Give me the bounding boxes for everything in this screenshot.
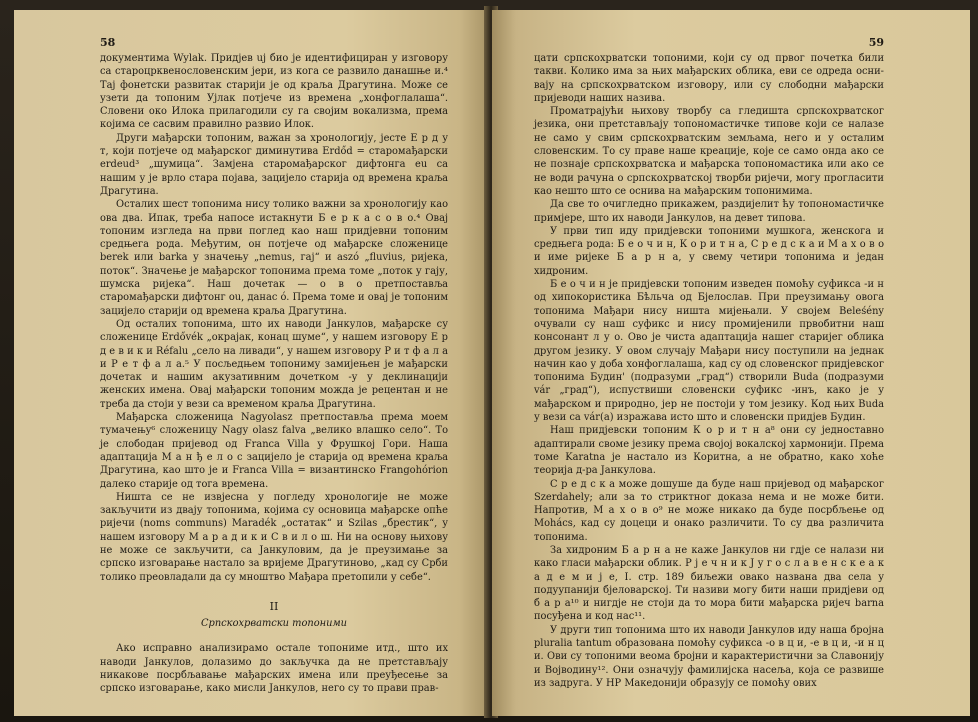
- paragraph: У први тип иду придјевски топоними мушкога, женскога и средњега рода: Б е о ч и н, К о р и т н а, С р е д с к а и М а х о в о и име ријеке Б а р н а, у свему четири топонима и један хидроним.: [534, 225, 884, 277]
- paragraph: У други тип топонима што их наводи Јанкулов иду наша бројна pluralia tantum образована помоћу суфикса -о в ц и, -е в ц и, -и н ц и. Ови су топоними веома бројни и карактеристични за Славонију и Војводину¹². Они означују фамилијска насеља, која се развише из задруга. У НР Македонији образују се помоћу ових: [534, 624, 884, 689]
- page-number-right: 59: [868, 36, 884, 49]
- paragraph: Од осталих топонима, што их наводи Јанкулов, мађарске су сложенице Erdővék „окрајак, конац шуме“, у нашем изговору Е р д е в и к и Réfalu „село на ливади“, у нашем изговору Р и т ф а л а и Р е т ф а л а.⁵ У посљедњем топониму замијењен је мађарски дочетак и нашим акузативним дочетком -у у деклинацији женских имена. Овај мађарски топоним можда је рецентан и не треба да стоји у вези са временом краља Драгутина.: [100, 318, 448, 410]
- section-number: II: [269, 599, 279, 613]
- paragraph: С р е д с к а може дошуше да буде наш пријевод од мађарског Szerdahely; али за то стриктног доказа нема и не може бити. Напротив, М а х о в о⁹ не може никако да буде посрбљење од Mohács, кад су доцеци и онако различити. То су два различита топонима.: [534, 478, 884, 543]
- paragraph: документима Wylak. Придјев uj био је идентифициран у изговору са староцрквенословенским јери, из кога се развило данашње и.⁴ Тај фонетски развитак старији је од краља Драгутина. Може се узети да топоним Ујлак потјече из времена „хонфоглалаша“. Словени око Илока прилагодили су га својим вокализма, према којима се сасвим правилно развио Илок.: [100, 53, 448, 131]
- paragraph: цати српскохрватски топоними, који су од првог почетка били такви. Колико има за њих мађарских облика, еви се одреда оснивају на српскохрватском изговору, или су слободни мађарски пријеводи наших назива.: [534, 53, 884, 104]
- paragraph: Други мађарски топоним, важан за хронологију, јесте Е р д у т, који потјече од мађарског диминутива Erdőd = старомађарски erdeud³ „шумица“. Замјена старомађарског дифтонга eu са нашим у је врло стара појава, зацијело старија од времена краља Драгутина.: [100, 132, 449, 197]
- paragraph: Да све то очигледно прикажем, раздијелит ћу топономастичке примјере, што их наводи Јанкулов, на девет типова.: [534, 199, 884, 224]
- page-number-left: 58: [100, 36, 116, 49]
- paragraph: Ништа се не извјесна у погледу хронологије не може закључити из двају топонима, којима су основица мађарске опће ријечи (noms communs) Maradék „остатак“ и Szilas „брестик“, у нашем изговору М а р а д и к и С в и л о ш. Ни на основу њихову не може се закључити, са Јанкуловим, да је преузимање за српско изговарање настало за вријеме Драгутиново, „кад су Срби толико преовладали да су мноштво Мађара претопили у себе“.: [100, 491, 448, 583]
- paragraph: Мађарска сложеница Nagyolasz претпоставља према моем тумачењу⁶ сложеницу Nagy olasz falva „велико влашко село“. То је слободан пријевод од Franca Villa у Фрушкој Гори. Наша адаптација М а н ђ е л о с зацијело је старија од времена краља Драгутина, као што је и Franca Villa = византинско Frangohórion далеко старије од тога времена.: [100, 412, 448, 490]
- section-title: Српскохрватски топоними: [201, 618, 347, 630]
- left-page: [14, 10, 488, 716]
- paragraph: За хидроним Б а р н а не каже Јанкулов ни гдје се налази ни како гласи мађарски облик. Р ј е ч н и к Ј у г о с л а в е н с к е а к а д е м и ј е, I. стр. 189 биљежи овако названа два села у подуупанији бјеловарској. Ти називи могу бити наши придјеви од б а р а¹⁰ и нигдје не стоји да то мора бити мађарска ријеч barna посуђена и код нас¹¹.: [534, 544, 884, 623]
- paragraph: Наш придјевски топоним К о р и т н а⁸ они су једноставно адаптирали своме језику према својој вокалској хармонији. Према томе Karatna је настало из Коритна, а не обратно, како хоће теорија д-ра Јанкулова.: [534, 425, 884, 477]
- right-page: [492, 10, 970, 716]
- paragraph: Ако исправно анализирамо остале топониме итд., што их наводи Јанкулов, долазимо до закључка да не претстављају никакове посрбљавање мађарских имена или преуђесење за српско изговарање, како мисли Јанкулов, него су то прави прав-: [100, 643, 448, 695]
- paragraph: Б е о ч и н је придјевски топоним изведен помоћу суфикса -и н од хипокористика Бѣльча од Бјелослав. При преузимању овога топонима Мађари нису ништа мијењали. У својем Beleśény очували су наш суфикс и нису промијенили првобитни наш консонант л у о. Ово је чиста адаптација нашег старијег облика другом језику. У овом случају Мађари нису поступили на једнак начин као у доба хонфоглалаша, кад су од словенског придјевског топонима Будин' (подразуми „град“) створили Buda (подразуми vár „град“), испуствиши словенски суфикс -инъ, како је у мађарском и природно, јер не постоји у том језику. Код њих Buda у вези са vár(a) изражава исто што и словенски придјев Будин.: [534, 279, 884, 424]
- paragraph: Осталих шест топонима нису толико важни за хронологију као ова два. Ипак, треба напосе истакнути Б е р к а с о в о.⁴ Овај топоним изгледа на први поглед као наш придјевни топоним средњега рода. Међутим, он потјече од мађарске сложенице berek или barka у значењу „nemus, гај“ и aszó „fluvius, ријека, поток“. Значење је мађарског топонима према томе „поток у гају, шумска ријека“. Наш дочетак — о в о претпоставља старомађарски дифтонг ou, данас ó. Према томе и овај је топоним зацијело старији од времена краља Драгутина.: [100, 199, 448, 317]
- paragraph: Проматрајући њихову творбу са гледишта српскохрватског језика, они претстављају топономастичке типове који се налазе не само у свим српскохрватским земљама, него и у осталим словенским. То су праве наше креације, које се само онда ако се не познаје српскохрватска и мађарска топономастика или ако се не води рачуна о српскохрватској творби ријечи, могу прогласити као нешто што се оснива на мађарским топонимима.: [534, 106, 884, 197]
